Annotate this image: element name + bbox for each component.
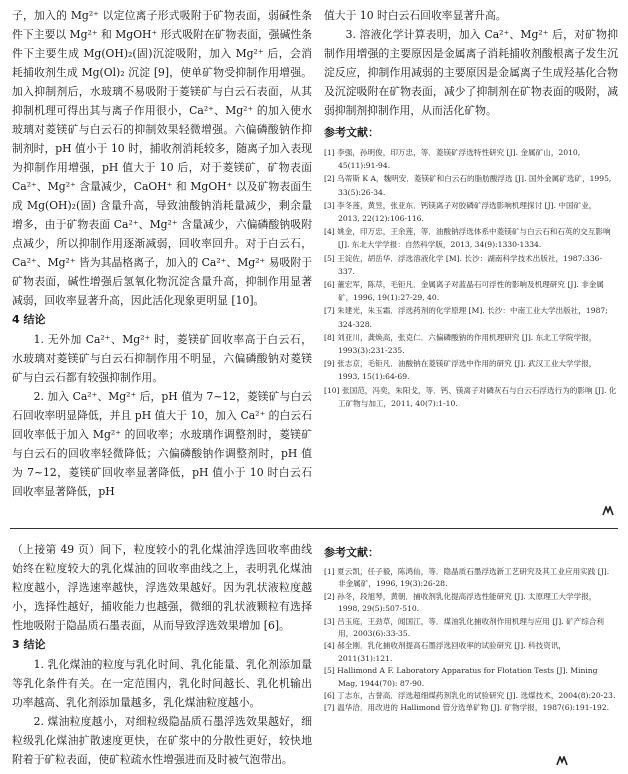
reference-list [324, 566, 618, 715]
reference-item: [7] 温华洽．用改进的 Hallimond 管分选单矿物 [J]. 矿物学报，1987(6):191-192. [324, 703, 610, 713]
reference-item: [8] 刘亚川，龚焕高，张克仁．六偏磷酸钠的作用机理研究 [J]. 东北工学院学报，1993(3):231-235. [324, 332, 597, 356]
reference-item: [4] 姚金，印万忠，王余莲，等．油酸钠浮选体系中菱镁矿与白云石和石英的交互影响 [J]. 东北大学学报：自然科学版，2013, 34(9):1330-1334. [324, 227, 611, 250]
reference-item: [2] 乌蒂斯 K A，魏明安．菱镁矿和白云石的脂肪酸浮选 [J]. 国外金属矿选矿，1995, 33(5):26-34. [324, 174, 612, 197]
conclusion-item-1: 1. 无外加 Ca²⁺、Mg²⁺ 时，菱镁矿回收率高于白云石，水玻璃对菱镁矿与白云石抑制作用不明显，六偏磷酸钠对菱镁矿与白云石都有较强抑制作用。 [12, 333, 312, 384]
reference-list [324, 146, 618, 410]
reference-item: [1] 夏云凯，任子毅，陈鸿仙，等．隐晶质石墨浮选新工艺研究及其工业应用实践 [J]. 非金属矿，1996, 19(3):26-28. [324, 567, 610, 589]
references-title: 参考文献： [324, 546, 379, 559]
reference-item: [5] 王淀佐，胡岳华．浮选溶液化学 [M]. 长沙：湖南科学技术出版社，1987:336-337. [324, 253, 603, 276]
reference-item: [2] 孙冬，段旭琴，黄朝．捕收剂乳化提高浮选性能研究 [J]. 太原理工大学学报，1998, 29(5):507-510. [324, 591, 597, 614]
article-1-right-column [324, 6, 618, 410]
article-2-tail [0, 534, 628, 774]
reference-item: [6] 丁志东，古誉高．浮选超细煤药剂乳化的试验研究 [J]. 选煤技术，2004(8):20-23. [324, 691, 616, 701]
body-paragraph: 子，加入的 Mg²⁺ 以定位离子形式吸附于矿物表面，弱碱性条件下主要以 Mg²⁺ 和 MgOH⁺ 形式吸附在矿物表面，强碱性条件下主要生成 Mg(OH)₂(固)沉淀吸附，加入 Mg²⁺ 后，会消耗捕收剂生成 Mg(Ol)₂ 沉淀 [9]，使单矿物受抑制作用增强。加入抑制剂后，水玻璃不易吸附于菱镁矿与白云石表面，从其抑制机理可得出其与离子作用很小，Ca²⁺、Mg²⁺ 的加入使水玻璃对菱镁矿与白云石的抑制效果轻微增强。六偏磷酸钠作抑制剂时，pH 值小于 10 时，捕收剂消耗较多，随离子加入表现为抑制作用增强，pH 值大于 10 后，对于菱镁矿，矿物表面 Ca²⁺、Mg²⁺ 含量减少，CaOH⁺ 和 MgOH⁺ 以及矿物表面生成 Mg(OH)₂(固) 含量升高，导致油酸钠消耗量减少，剩余量增多，由于矿物表面 Ca²⁺、Mg²⁺ 含量减少，六偏磷酸钠吸附点减少，所以抑制作用逐渐减弱，回收率回升。对于白云石，Ca²⁺、Mg²⁺ 皆为其晶格离子，加入的 Ca²⁺、Mg²⁺ 易吸附于矿物表面，碱性增强后氢氧化物沉淀含量升高，抑制作用显著减弱，回收率显著升高，因此活化现象更明显 [10]。 [12, 9, 312, 307]
reference-item: [10] 张国范，冯奕，朱阳戈，等．钙、镁离子对磷灰石与白云石浮选行为的影响 [J]. 化工矿物与加工，2011, 40(7):1-10. [324, 385, 617, 408]
reference-item: [1] 李强，孙明俊，印万忠，等．菱镁矿浮选特性研究 [J]. 金属矿山，2010, 45(11):91-94. [324, 148, 581, 171]
references-title: 参考文献： [324, 126, 379, 139]
body-paragraph-text: 间下，粒度较小的乳化煤油浮选回收率曲线始终在粒度较大的乳化煤油的回收率曲线之上，表明乳化煤油粒度越小，浮选速率越快，浮选效果越好。因为乳状液粒度越小，选择性越好，捕收能力也越强，微细的乳状液颗粒有选择性地吸附于隐晶质石墨表面，从而导致浮选效果增加 [6]。 [12, 543, 312, 632]
end-mark-icon [556, 756, 568, 766]
conclusion-item-2: 2. 煤油粒度越小，对细粒级隐晶质石墨浮选效果越好，细粒级乳化煤油扩散速度更快，在矿浆中的分散性更好，较快地附着于矿粒表面，使矿粒疏水性增强进而及时被气泡带出。 [12, 715, 312, 766]
reference-item: [5] Hallimond A F. Laboratory Apparatus for Flotation Tests [J]. Mining Mag, 1944(70): 87-90. [324, 666, 598, 688]
reference-item: [3] 吕玉庭，王劲草，闻国江，等．煤油乳化捕收剂作用机理与应用 [J]. 矿产综合利用，2003(6):33-35. [324, 616, 604, 639]
conclusion-item-3: 3. 溶液化学计算表明，加入 Ca²⁺、Mg²⁺ 后，对矿物抑制作用增强的主要原因是金属离子消耗捕收剂酸根离子发生沉淀反应，抑制作用减弱的主要原因是金属离子生成羟基化合物及沉淀吸附在矿物表面，减少了抑制剂在矿物表面的吸附，减弱抑制剂抑制作用，从而活化矿物。 [324, 28, 618, 117]
reference-item: [7] 朱建光，朱玉霜．浮选药剂的化学原理 [M]. 长沙：中南工业大学出版社，1987; 324-328. [324, 306, 608, 329]
reference-item: [9] 张志京，毛钜凡．油酸钠在菱镁矿浮选中作用的研究 [J]. 武汉工业大学学报，1993, 15(1):64-69. [324, 359, 597, 382]
article-1-left-column [12, 6, 312, 501]
section-heading-conclusion: 4 结论 [12, 313, 46, 326]
conclusion-item-2: 2. 加入 Ca²⁺、Mg²⁺ 后，pH 值为 7~12，菱镁矿与白云石回收率明显降低，并且 pH 值大于 10，加入 Ca²⁺ 的白云石回收率低于加入 Mg²⁺ 的回收率；水玻璃作调整剂时，菱镁矿与白云石的回收率轻微降低；六偏磷酸钠作调整剂时，pH 值为 7~12，菱镁矿回收率显著降低，pH 值小于 10 时白云石回收率显著降低，pH [12, 390, 312, 498]
body-paragraph [12, 540, 312, 635]
article-2-right-column [324, 540, 618, 715]
continuation-note: （上接第 49 页） [12, 543, 101, 556]
conclusion-item-1: 1. 乳化煤油的粒度与乳化时间、乳化能量、乳化剂添加量等乳化条件有关。在一定范围内，乳化时间越长、乳化机输出功率越高、乳化剂添加量越多，乳化煤油粒度越小。 [12, 658, 312, 709]
article-2-left-column [12, 540, 312, 769]
reference-item: [3] 李冬莲，黄昱，张亚东．钙镁离子对胶磷矿浮选影响机理探讨 [J]. 中国矿业，2013, 22(12):106-116. [324, 200, 597, 224]
reference-item: [4] 郝全刚．乳化捕收剂提高石墨浮选回收率的试验研究 [J]. 科技资讯，2011(31):121. [324, 641, 567, 663]
end-mark-icon [602, 506, 614, 516]
article-divider [10, 528, 618, 529]
section-heading-conclusion: 3 结论 [12, 638, 46, 651]
body-paragraph: 值大于 10 时白云石回收率显著升高。 [324, 9, 507, 22]
reference-item: [6] 董宏军，陈荩，毛钜凡．金属离子对蓝晶石可浮性的影响及机理研究 [J]. 非金属矿，1996, 19(1):27-29, 40. [324, 280, 604, 303]
